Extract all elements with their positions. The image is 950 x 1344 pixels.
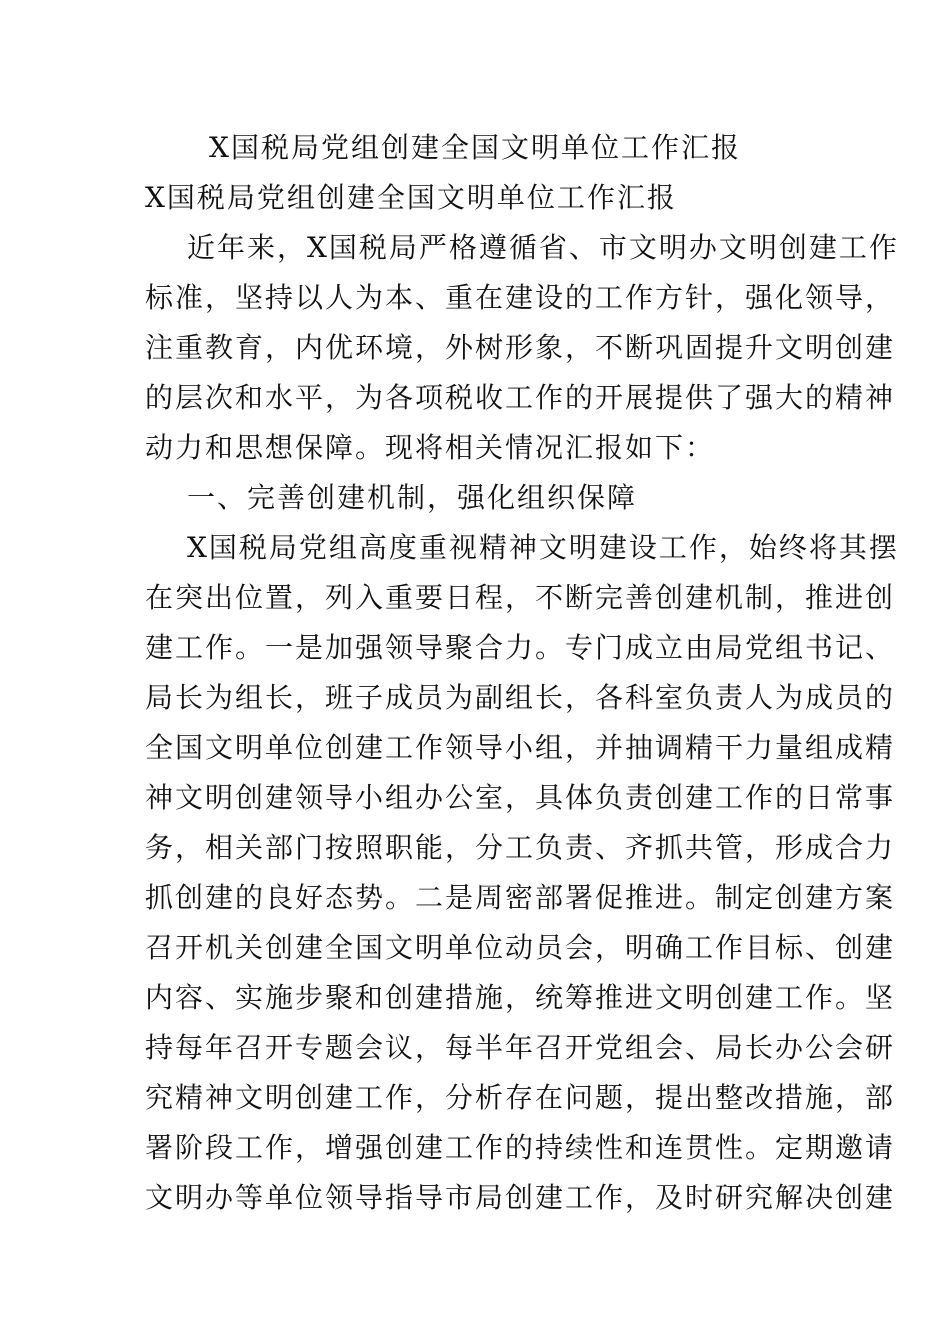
document-body xyxy=(145,173,899,1223)
document-title: X国税局党组创建全国文明单位工作汇报 xyxy=(209,131,741,164)
text-line: 局长为组长，班子成员为副组长，各科室负责人为成员的 xyxy=(145,681,896,714)
text-line: X国税局党组创建全国文明单位工作汇报 xyxy=(145,181,677,214)
text-line: X国税局党组高度重视精神文明建设工作，始终将其摆 xyxy=(187,531,899,564)
text-line: 建工作。一是加强领导聚合力。专门成立由局党组书记、 xyxy=(145,631,896,664)
text-line: 神文明创建领导小组办公室，具体负责创建工作的日常事 xyxy=(145,781,896,814)
text-line: 署阶段工作，增强创建工作的持续性和连贯性。定期邀请 xyxy=(145,1131,896,1164)
text-line: 全国文明单位创建工作领导小组，并抽调精干力量组成精 xyxy=(145,731,896,764)
text-line: 注重教育，内优环境，外树形象，不断巩固提升文明创建 xyxy=(145,331,896,364)
text-line: 抓创建的良好态势。二是周密部署促推进。制定创建方案 xyxy=(145,881,896,914)
text-line: 的层次和水平，为各项税收工作的开展提供了强大的精神 xyxy=(145,381,896,414)
text-line: 在突出位置，列入重要日程，不断完善创建机制，推进创 xyxy=(145,581,896,614)
text-line: 标准，坚持以人为本、重在建设的工作方针，强化领导， xyxy=(145,281,896,314)
text-line: 召开机关创建全国文明单位动员会，明确工作目标、创建 xyxy=(145,931,896,964)
text-line: 务，相关部门按照职能，分工负责、齐抓共管，形成合力 xyxy=(145,831,896,864)
text-line: 近年来，X国税局严格遵循省、市文明办文明创建工作 xyxy=(187,231,899,264)
text-line: 一、完善创建机制，强化组织保障 xyxy=(187,481,638,514)
text-line: 持每年召开专题会议，每半年召开党组会、局长办公会研 xyxy=(145,1031,896,1064)
text-line: 内容、实施步聚和创建措施，统筹推进文明创建工作。坚 xyxy=(145,981,896,1014)
text-line: 究精神文明创建工作，分析存在问题，提出整改措施，部 xyxy=(145,1081,896,1114)
text-line: 文明办等单位领导指导市局创建工作，及时研究解决创建 xyxy=(145,1181,896,1214)
text-line: 动力和思想保障。现将相关情况汇报如下： xyxy=(145,431,716,464)
